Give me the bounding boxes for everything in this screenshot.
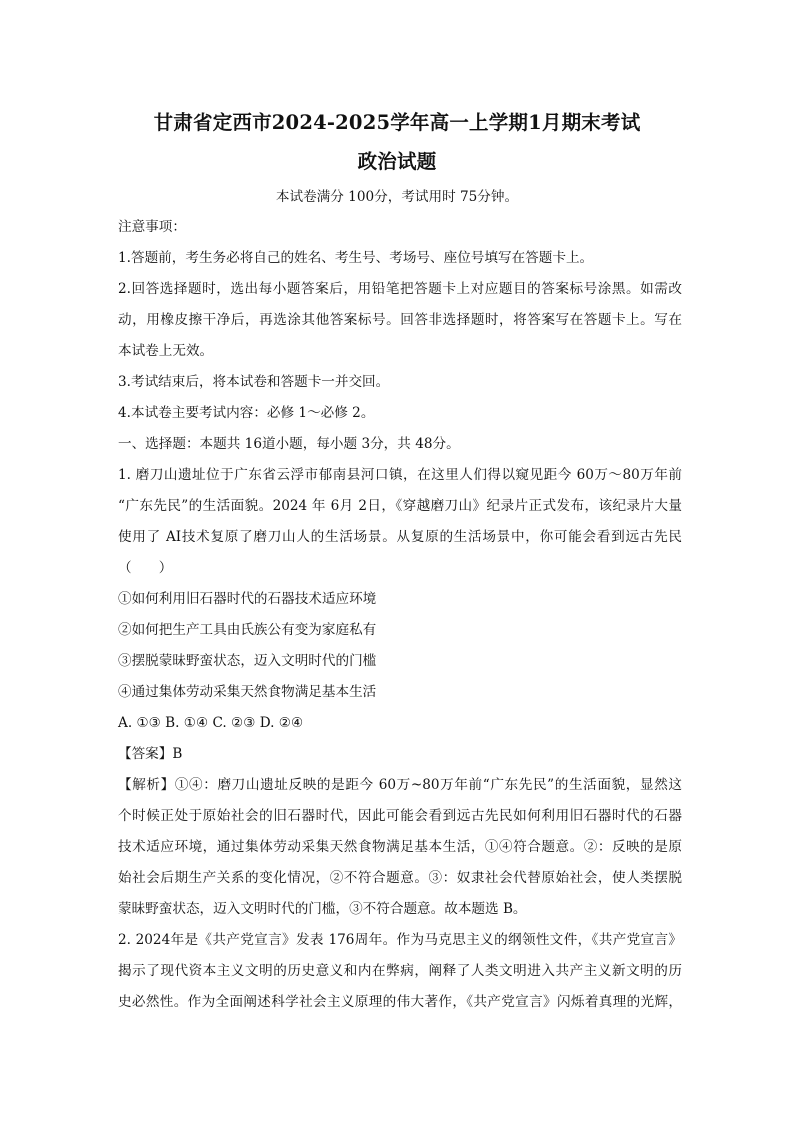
question-1-option-4: ④通过集体劳动采集天然食物满足基本生活 bbox=[118, 684, 377, 700]
question-2-line-3: 史必然性。作为全面阐述科学社会主义原理的伟大著作，《共产党宣言》闪烁着真理的光辉， bbox=[118, 994, 682, 1010]
note-item-2-line-2: 动，用橡皮擦干净后，再选涂其他答案标号。回答非选择题时，将答案写在答题卡上。写在 bbox=[118, 312, 682, 328]
question-2-line-1: 2. 2024年是《共产党宣言》发表 176周年。作为马克思主义的纲领性文件，《共产党宣言》 bbox=[118, 932, 682, 948]
question-1-option-3: ③摆脱蒙昧野蛮状态，迈入文明时代的门槛 bbox=[118, 653, 377, 669]
question-1-explanation-line-1: 【解析】①④：磨刀山遗址反映的是距今 60万~80万年前“广东先民”的生活面貌，显然这 bbox=[118, 777, 682, 793]
question-1-answer: 【答案】B bbox=[118, 746, 183, 762]
note-item-3: 3.考试结束后，将本试卷和答题卡一并交回。 bbox=[118, 374, 390, 390]
section-heading: 一、选择题：本题共 16道小题，每小题 3分，共 48分。 bbox=[118, 436, 460, 452]
notes-heading: 注意事项： bbox=[118, 219, 186, 235]
question-1-explanation-line-3: 技术适应环境，通过集体劳动采集天然食物满足基本生活，①④符合题意。②：反映的是原 bbox=[118, 839, 682, 855]
question-1-choices: A. ①③ B. ①④ C. ②③ D. ②④ bbox=[118, 715, 304, 731]
question-1-explanation-line-5: 蒙昧野蛮状态，迈入文明时代的门槛，③不符合题意。故本题选 B。 bbox=[118, 901, 527, 917]
note-item-2-line-1: 2.回答选择题时，选出每小题答案后，用铅笔把答题卡上对应题目的答案标号涂黑。如需改 bbox=[118, 281, 682, 297]
note-item-2-line-3: 本试卷上无效。 bbox=[118, 343, 214, 359]
question-1-line-1: 1. 磨刀山遗址位于广东省云浮市郁南县河口镇，在这里人们得以窥见距今 60万～80万年前 bbox=[118, 467, 682, 483]
question-1-option-1: ①如何利用旧石器时代的石器技术适应环境 bbox=[118, 591, 377, 607]
question-1-line-2: “广东先民”的生活面貌。2024 年 6月 2日，《穿越磨刀山》纪录片正式发布，该纪录片大量 bbox=[118, 498, 682, 514]
question-2-line-2: 揭示了现代资本主义文明的历史意义和内在弊病，阐释了人类文明进入共产主义新文明的历 bbox=[118, 963, 682, 979]
exam-info: 本试卷满分 100分，考试用时 75分钟。 bbox=[275, 189, 519, 205]
note-item-4: 4.本试卷主要考试内容：必修 1～必修 2。 bbox=[118, 405, 375, 421]
note-item-1: 1.答题前，考生务必将自己的姓名、考生号、考场号、座位号填写在答题卡上。 bbox=[118, 250, 594, 266]
question-1-blank: （ ） bbox=[118, 560, 173, 576]
exam-title: 甘肃省定西市2024-2025学年高一上学期1月期末考试 bbox=[153, 111, 641, 134]
question-1-explanation-line-4: 始社会后期生产关系的变化情况，②不符合题意。③：奴隶社会代替原始社会，使人类摆脱 bbox=[118, 870, 682, 886]
question-1-line-3: 使用了 AI技术复原了磨刀山人的生活场景。从复原的生活场景中，你可能会看到远古先民 bbox=[118, 529, 682, 545]
exam-subtitle: 政治试题 bbox=[357, 150, 437, 173]
question-1-explanation-line-2: 个时候正处于原始社会的旧石器时代，因此可能会看到远古先民如何利用旧石器时代的石器 bbox=[118, 808, 682, 824]
question-1-option-2: ②如何把生产工具由氏族公有变为家庭私有 bbox=[118, 622, 377, 638]
